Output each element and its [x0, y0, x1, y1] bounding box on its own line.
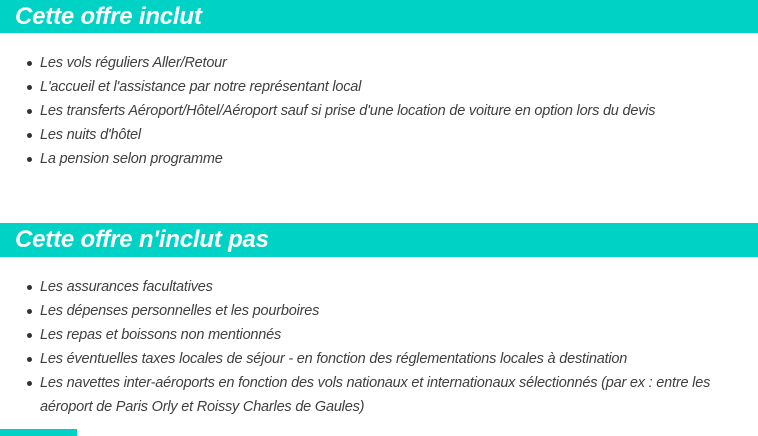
next-section-header-partial — [0, 429, 77, 436]
section-offer-includes — [0, 0, 758, 171]
section-offer-excludes — [0, 223, 758, 419]
includes-list — [0, 33, 758, 171]
section-title-excludes: Cette offre n'inclut pas — [15, 226, 269, 253]
section-header-excludes — [0, 223, 758, 257]
list-item: L'accueil et l'assistance par notre représentant local — [40, 75, 746, 99]
list-item: Les repas et boissons non mentionnés — [40, 323, 746, 347]
list-item: Les éventuelles taxes locales de séjour - en fonction des réglementations locales à destination — [40, 347, 746, 371]
list-item: Les assurances facultatives — [40, 275, 746, 299]
excludes-list — [0, 257, 758, 419]
section-header-includes — [0, 0, 758, 33]
list-item: Les vols réguliers Aller/Retour — [40, 51, 746, 75]
list-item: Les dépenses personnelles et les pourboires — [40, 299, 746, 323]
section-title-includes: Cette offre inclut — [15, 2, 202, 30]
list-item: Les navettes inter-aéroports en fonction des vols nationaux et internationaux sélectionnés (par ex : entre les aéroport de Paris Orly et Roissy Charles de Gaules) — [40, 371, 746, 419]
list-item: Les nuits d'hôtel — [40, 123, 746, 147]
list-item: La pension selon programme — [40, 147, 746, 171]
list-item: Les transferts Aéroport/Hôtel/Aéroport sauf si prise d'une location de voiture en option lors du devis — [40, 99, 746, 123]
